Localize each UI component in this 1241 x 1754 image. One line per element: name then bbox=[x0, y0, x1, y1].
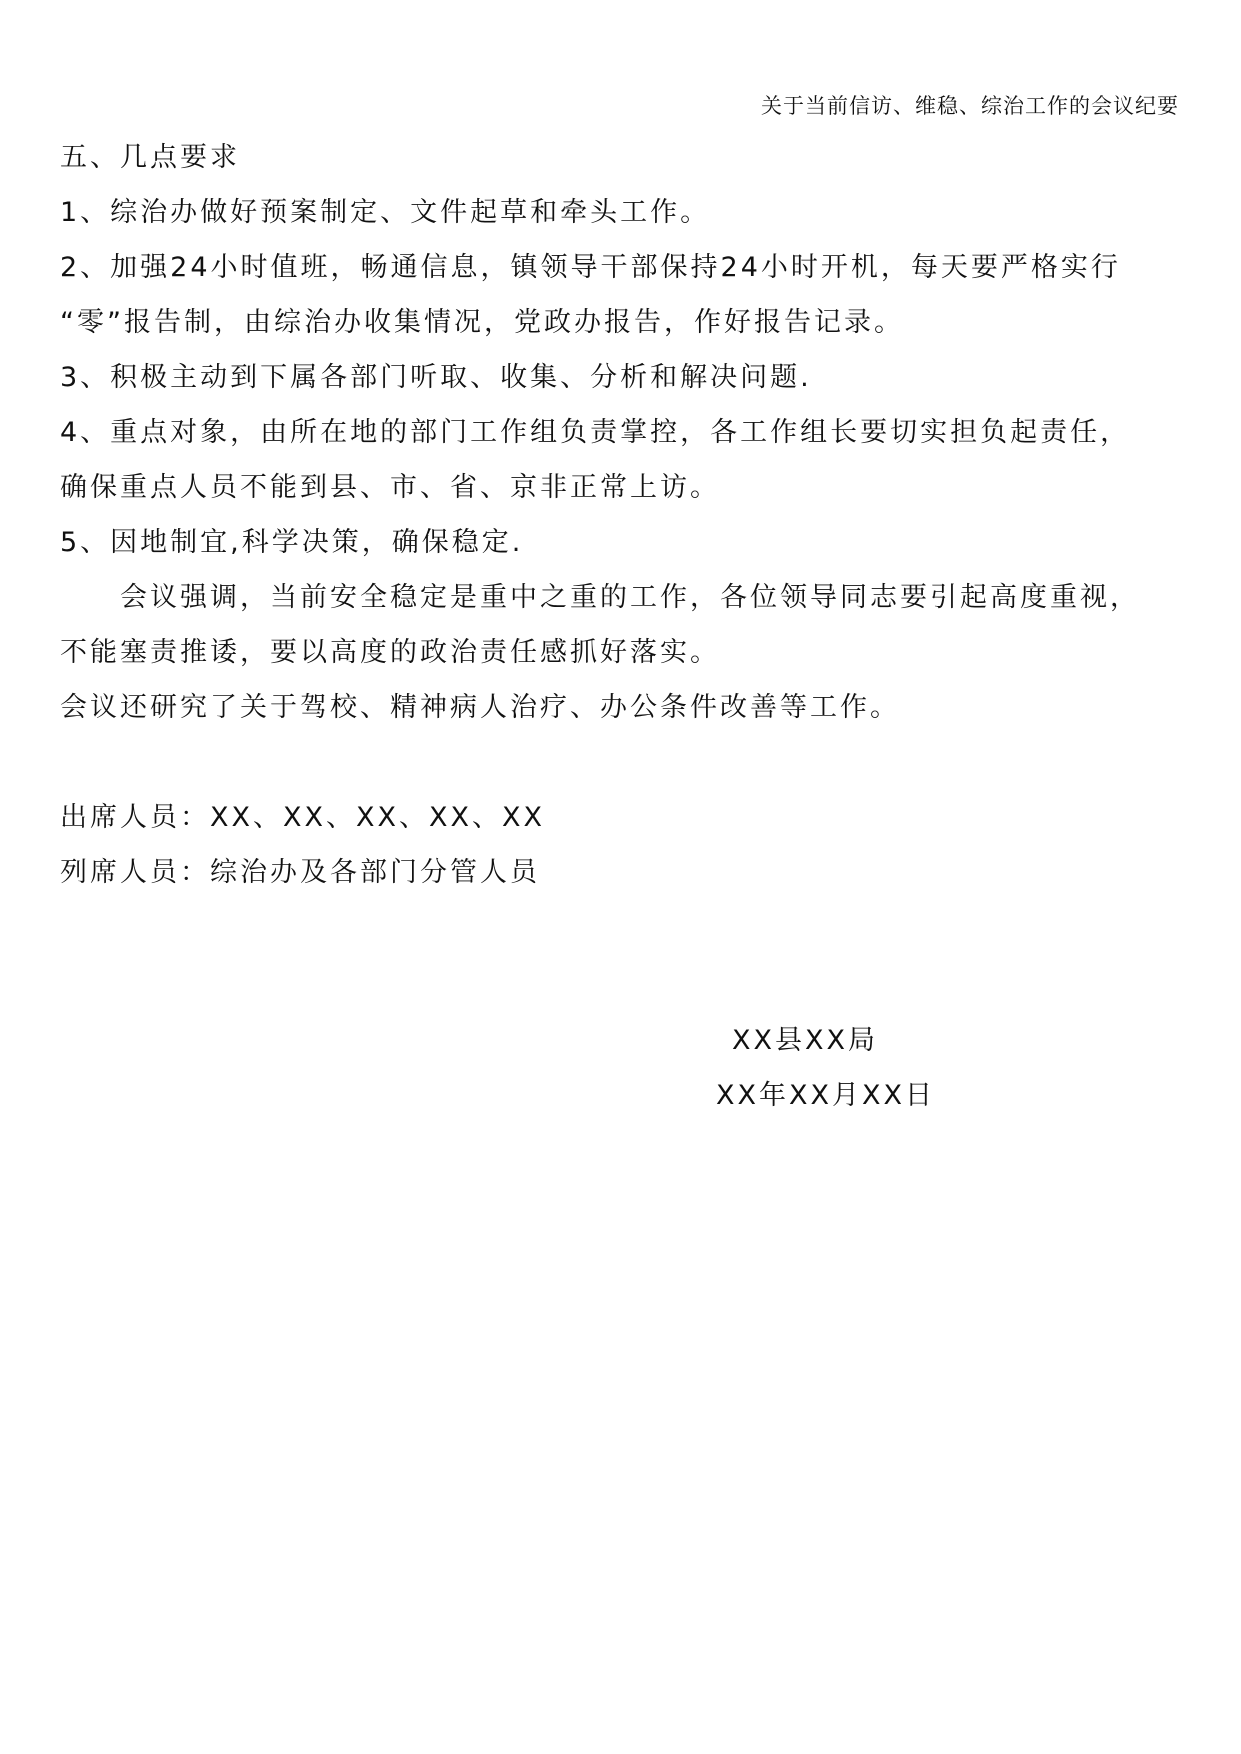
requirement-5: 5、因地制宜,科学决策，确保稳定. bbox=[60, 527, 524, 558]
present-attendees: 出席人员：XX、XX、XX、XX、XX bbox=[60, 802, 545, 833]
requirement-4-line-2: 确保重点人员不能到县、市、省、京非正常上访。 bbox=[60, 472, 720, 503]
requirement-2-line-1: 2、加强24小时值班，畅通信息，镇领导干部保持24小时开机，每天要严格实行 bbox=[60, 252, 1121, 283]
emphasis-paragraph-line-2: 不能塞责推诿，要以高度的政治责任感抓好落实。 bbox=[60, 637, 720, 668]
section-heading: 五、几点要求 bbox=[60, 142, 240, 173]
running-header: 关于当前信访、维稳、综治工作的会议纪要 bbox=[761, 94, 1179, 118]
also-studied-paragraph: 会议还研究了关于驾校、精神病人治疗、办公条件改善等工作。 bbox=[60, 692, 900, 723]
requirement-3: 3、积极主动到下属各部门听取、收集、分析和解决问题. bbox=[60, 362, 812, 393]
requirement-4-line-1: 4、重点对象，由所在地的部门工作组负责掌控，各工作组长要切实担负起责任， bbox=[60, 417, 1131, 448]
requirement-2-line-2: “零”报告制，由综治办收集情况，党政办报告，作好报告记录。 bbox=[60, 307, 904, 338]
requirement-1: 1、综治办做好预案制定、文件起草和牵头工作。 bbox=[60, 197, 711, 228]
emphasis-paragraph-line-1: 会议强调，当前安全稳定是重中之重的工作，各位领导同志要引起高度重视， bbox=[120, 582, 1140, 613]
signature-organization: XX县XX局 bbox=[732, 1025, 878, 1056]
attending-attendees: 列席人员：综治办及各部门分管人员 bbox=[60, 857, 540, 888]
signature-date: XX年XX月XX日 bbox=[716, 1080, 935, 1111]
